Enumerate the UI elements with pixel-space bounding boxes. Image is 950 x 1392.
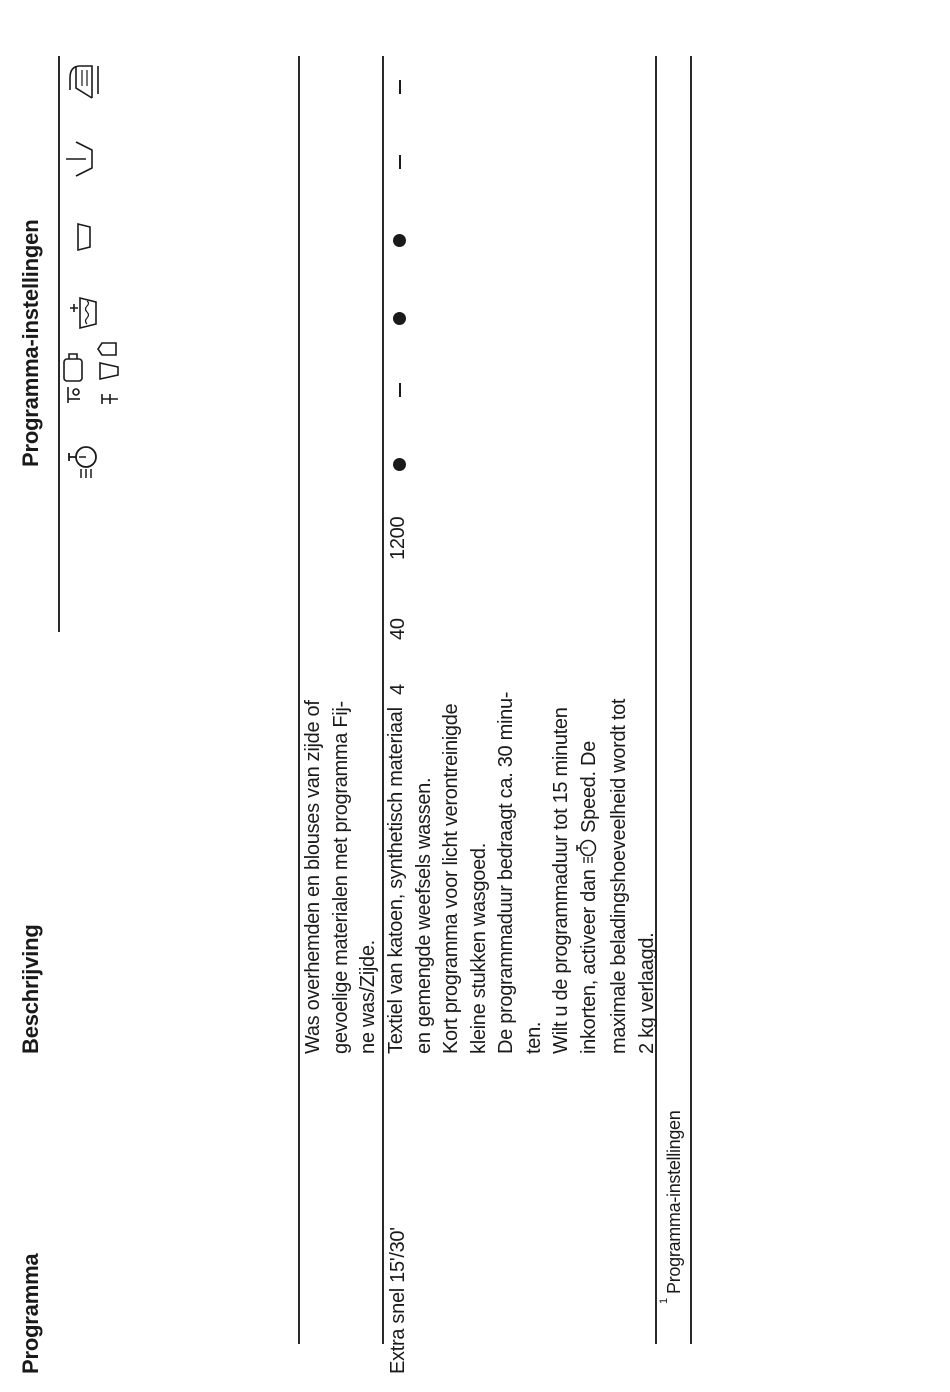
footnote-marker: 1: [658, 1297, 670, 1304]
row2-desc-fragment: Speed. De: [577, 741, 600, 839]
row2-desc-line: 2 kg verlaagd.: [635, 932, 658, 1054]
row2-temperature: 40: [387, 618, 409, 640]
setting-mark-dot: [393, 234, 406, 247]
row1-description: [300, 700, 383, 1054]
row2-desc-line: kleine stukken wasgoed.: [467, 842, 490, 1054]
row2-desc-line: en gemengde weefsels wassen.: [412, 777, 435, 1054]
setting-mark-dot: [393, 458, 406, 471]
row2-spin: 1200: [387, 516, 409, 560]
row2-description: [383, 692, 661, 1054]
settings-header-rule: [58, 56, 60, 632]
setting-mark-dash: [399, 155, 401, 169]
iron-icon: [62, 62, 107, 102]
row2-desc-line: Kort programma voor licht verontreinigde: [440, 703, 462, 1054]
setting-mark-dash: [399, 80, 401, 94]
row2-desc-line: Wilt u de programmaduur tot 15 minuten: [550, 707, 572, 1054]
setting-mark-dot: [393, 312, 406, 325]
row2-desc-line: ten.: [522, 1021, 545, 1054]
row2-desc-line: maximale beladingshoeveelheid wordt tot: [608, 698, 630, 1054]
water-plus-icon: [62, 140, 105, 178]
header-beschrijving: Beschrijving: [18, 924, 43, 1054]
footnote-text: Programma-instellingen: [664, 1110, 684, 1294]
speed-clock-icon: [576, 838, 607, 864]
row1-desc-line: Was overhemden en blouses van zijde of: [302, 700, 324, 1054]
setting-mark-dash: [399, 383, 401, 397]
row2-programma: Extra snel 15'/30': [387, 1227, 409, 1374]
row1-desc-line: ne was/Zijde.: [357, 940, 379, 1054]
row2-desc-line: [576, 692, 607, 1054]
row1-desc-line: gevoelige materialen met programma Fij-: [329, 701, 352, 1054]
row2-desc-line: Textiel van katoen, synthetisch materiaal: [385, 707, 407, 1054]
speed-clock-icon: [64, 444, 109, 480]
row2-desc-line: De programmaduur bedraagt ca. 30 minu-: [495, 691, 517, 1054]
prewash-basin-icon: [68, 296, 105, 330]
header-programma-instellingen: Programma-instellingen: [18, 219, 43, 467]
header-programma: Programma: [18, 1253, 43, 1374]
row2-desc-fragment: inkorten, activeer dan: [577, 864, 600, 1054]
footnote-bottom-rule: [690, 56, 692, 1344]
row2-load: 4: [387, 684, 409, 695]
less-ironing-icon: [62, 337, 177, 407]
basin-icon: [68, 222, 101, 252]
